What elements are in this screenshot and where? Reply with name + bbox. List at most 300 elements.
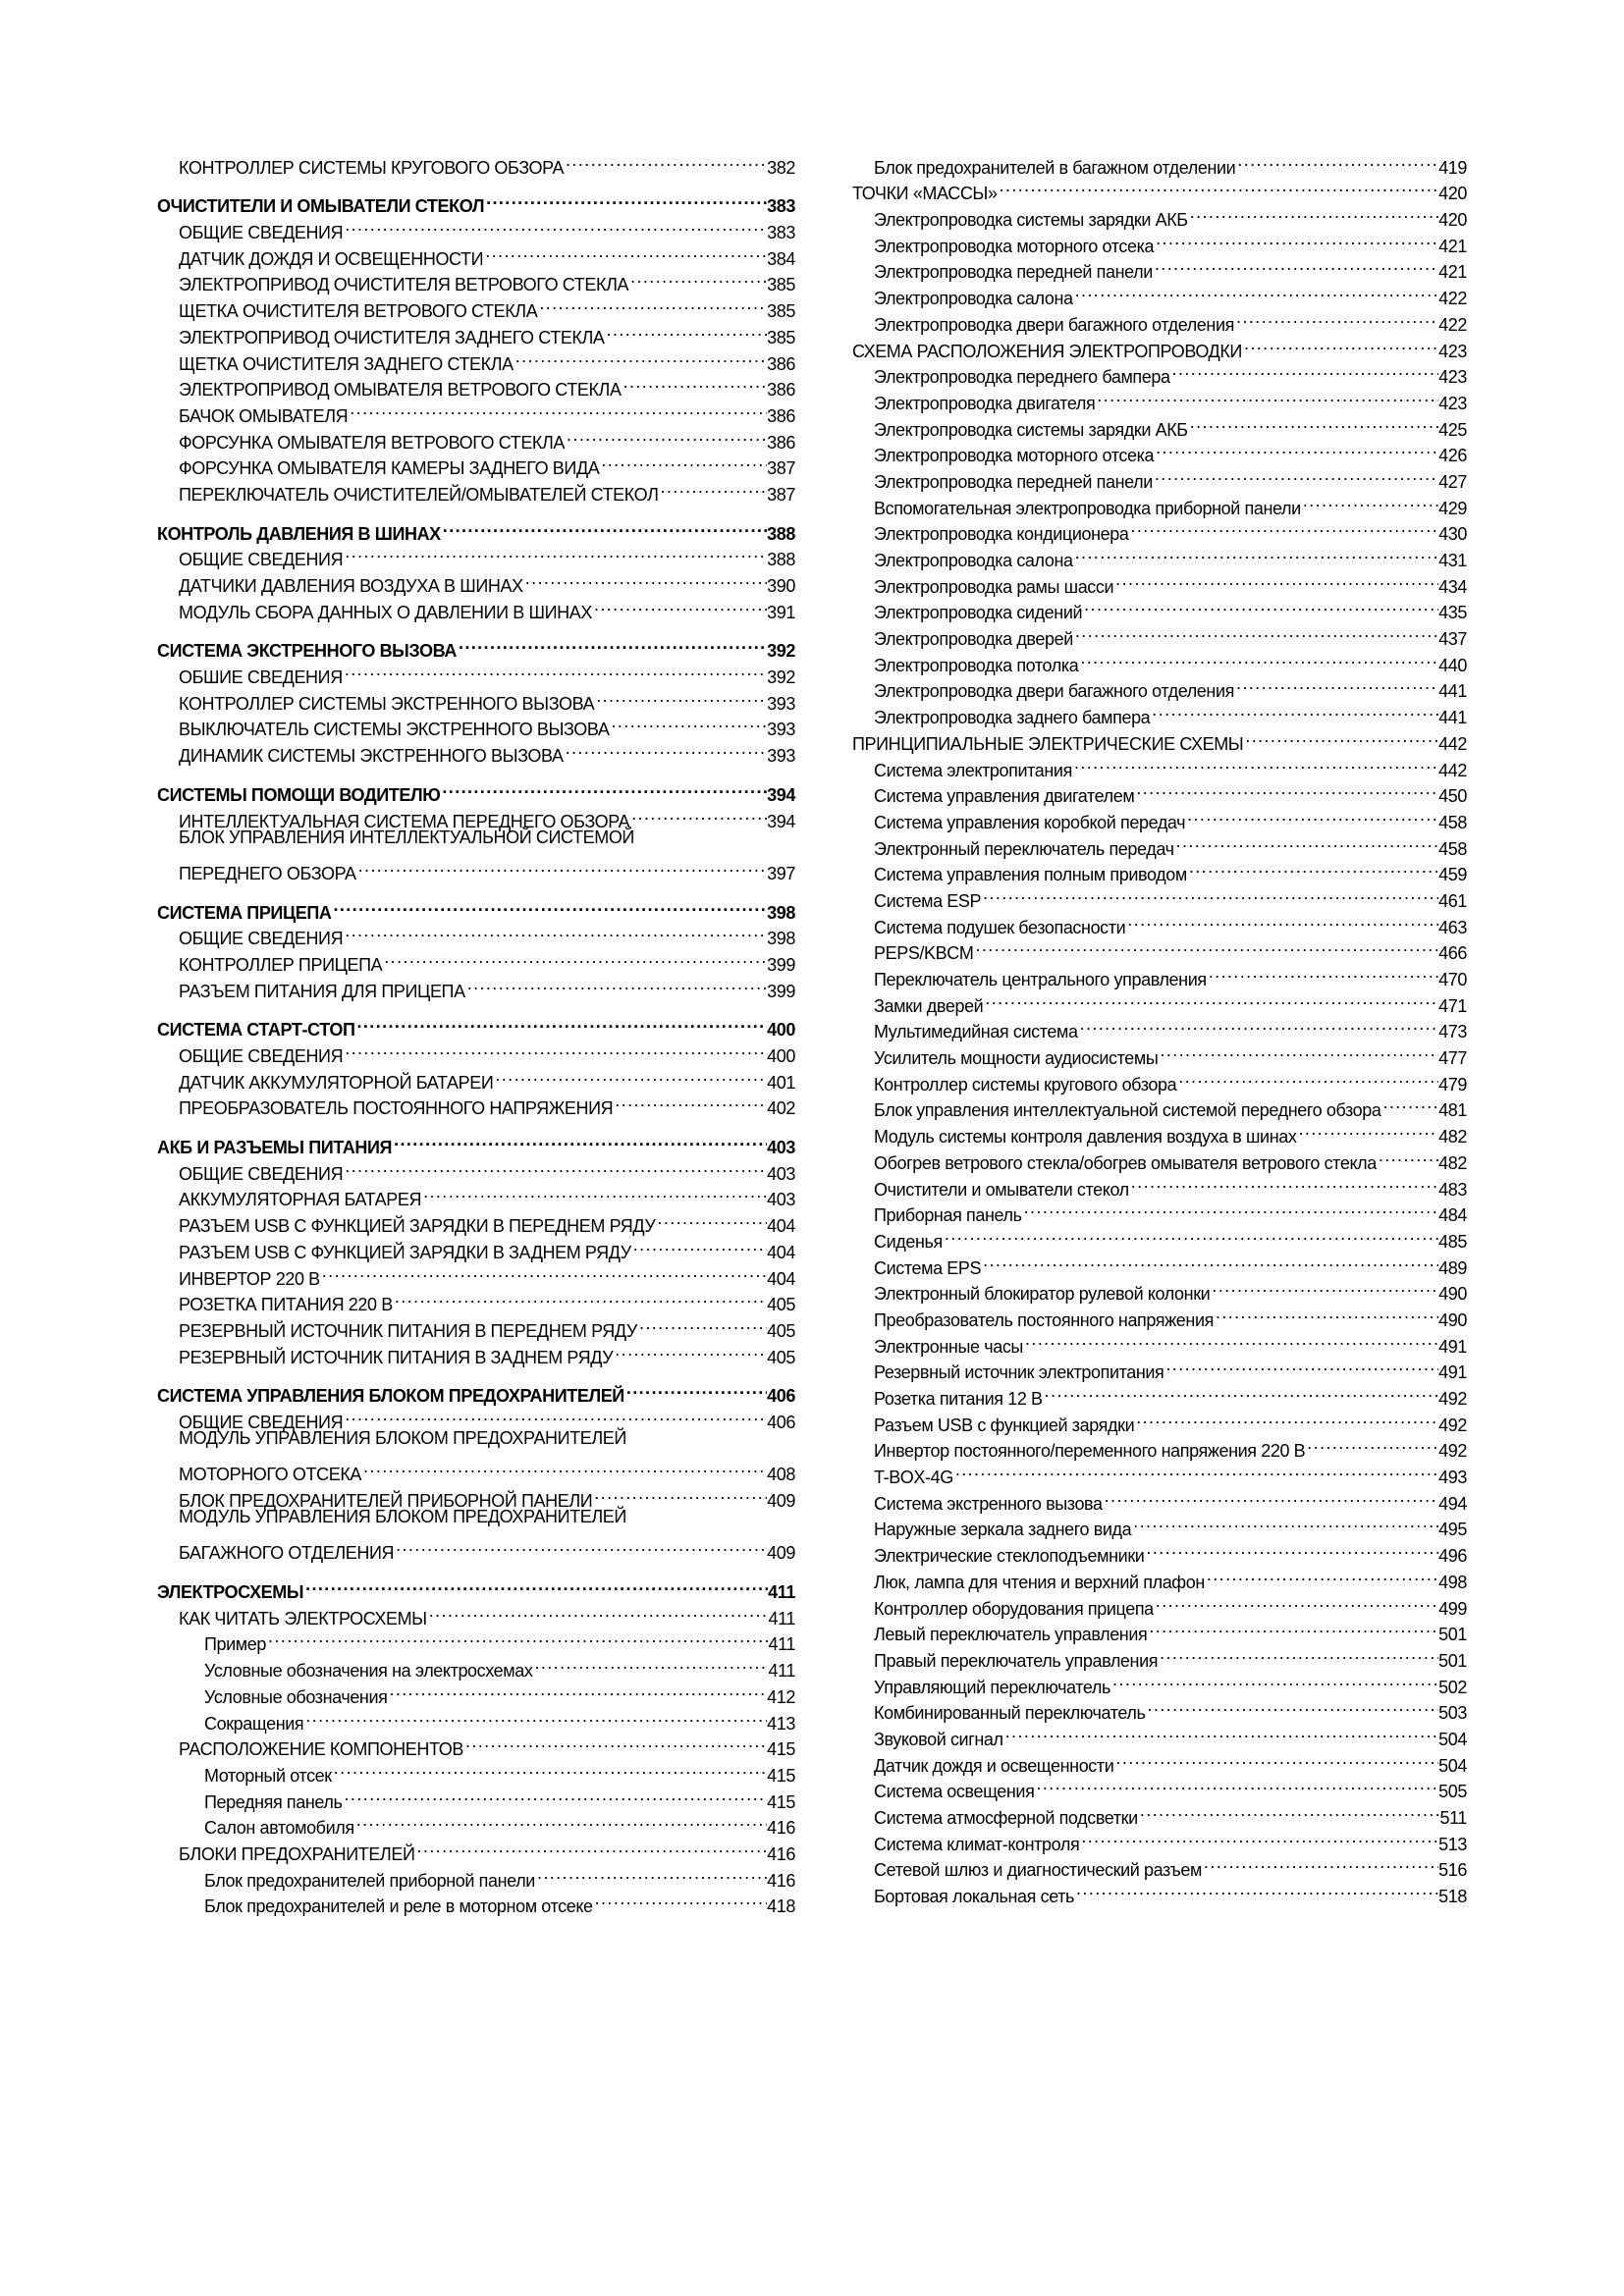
toc-entry-title: Электропроводка сидений [874, 603, 1083, 623]
dot-leader [303, 1703, 767, 1730]
toc-entry-row [852, 1248, 1467, 1278]
toc-entry-row [852, 147, 1467, 178]
toc-entry-title: Приборная панель [874, 1205, 1022, 1226]
toc-page-number: 505 [1438, 1782, 1467, 1802]
dot-leader [343, 212, 767, 239]
toc-page-number: 416 [767, 1818, 795, 1839]
toc-entry-title: Датчик дождя и освещенности [874, 1755, 1114, 1776]
toc-entry-title: Вспомогательная электропроводка приборной панели [874, 498, 1301, 518]
dot-leader [1103, 1483, 1439, 1510]
dot-leader [343, 657, 767, 683]
toc-entry-title: Разъем USB с функцией зарядки [874, 1415, 1135, 1435]
toc-entry-title: БЛОКИ ПРЕДОХРАНИТЕЛЕЙ [179, 1843, 415, 1864]
toc-page-number: 386 [767, 380, 795, 400]
toc-page-number: 386 [767, 432, 795, 453]
toc-entry-title: Бортовая локальная сеть [874, 1887, 1075, 1907]
toc-page-number: 400 [767, 1046, 795, 1066]
toc-page-number: 501 [1438, 1625, 1467, 1645]
toc-page-number: 473 [1438, 1022, 1467, 1042]
toc-page-number: 504 [1438, 1729, 1467, 1749]
dot-leader [514, 344, 767, 370]
toc-page-number: 404 [767, 1242, 795, 1262]
toc-page-number: 399 [767, 954, 795, 975]
toc-entry-title: Условные обозначения [204, 1686, 388, 1707]
toc-page-number: 411 [768, 1608, 795, 1629]
dot-leader [1134, 1405, 1438, 1431]
toc-page-number: 391 [767, 602, 795, 622]
dot-leader [628, 265, 767, 292]
toc-entry-row [157, 1455, 795, 1485]
dot-leader [1185, 802, 1438, 828]
toc-page-number: 387 [767, 458, 795, 479]
toc-page-number: 437 [1438, 629, 1467, 650]
toc-entry-title: Система освещения [874, 1782, 1035, 1802]
dot-leader [1128, 514, 1438, 541]
dot-leader [1095, 383, 1438, 409]
toc-entry-title: Электрические стеклоподъемники [874, 1546, 1145, 1567]
dot-leader [1188, 199, 1438, 226]
toc-section-row [157, 1376, 795, 1407]
dot-leader [1074, 1876, 1438, 1902]
dot-leader [1073, 278, 1439, 304]
toc-entry-row [157, 853, 795, 883]
toc-entry-title: Блок управления интеллектуальной системой переднего обзора [874, 1100, 1381, 1121]
toc-page-number: 400 [767, 1020, 795, 1041]
toc-entry-title: Электропроводка дверей [874, 629, 1073, 650]
toc-page-number: 413 [767, 1713, 795, 1734]
toc-entry-title: АККУМУЛЯТОРНАЯ БАТАРЕЯ [179, 1190, 422, 1210]
toc-entry-title: ЭЛЕКТРОПРИВОД ОЧИСТИТЕЛЯ ВЕТРОВОГО СТЕКЛА [179, 275, 629, 295]
toc-page-number: 442 [1438, 760, 1467, 780]
dot-leader [1187, 855, 1438, 881]
toc-page-number: 411 [768, 1582, 795, 1603]
dot-leader [594, 683, 767, 710]
toc-entry-title: ЭЛЕКТРОСХЕМЫ [157, 1582, 304, 1603]
dot-leader [1380, 1091, 1438, 1117]
dot-leader [655, 1205, 767, 1232]
toc-page-number: 386 [767, 353, 795, 374]
dot-leader [1154, 1588, 1438, 1615]
toc-entry-row [157, 1507, 795, 1533]
toc-entry-title: Замки дверей [874, 995, 984, 1016]
dot-leader [998, 174, 1439, 200]
dot-leader [1153, 461, 1438, 488]
toc-entry-title: PEPS/KBCM [874, 943, 974, 964]
toc-entry-title: БЛОК УПРАВЛЕНИЯ ИНТЕЛЛЕКТУАЛЬНОЙ СИСТЕМОЙ [179, 827, 634, 847]
toc-page-number: 386 [767, 405, 795, 426]
toc-page-number: 485 [1438, 1231, 1467, 1252]
toc-entry-title: ЭЛЕКТРОПРИВОД ОМЫВАТЕЛЯ ВЕТРОВОГО СТЕКЛА [179, 380, 622, 400]
toc-entry-row [157, 1533, 795, 1564]
toc-page-number: 425 [1438, 419, 1467, 440]
dot-leader [613, 1089, 767, 1115]
toc-section-row [157, 892, 795, 923]
dot-leader [1078, 1012, 1439, 1039]
toc-entry-title: Система экстренного вызова [874, 1493, 1103, 1514]
toc-entry-title: ДАТЧИК АККУМУЛЯТОРНОЙ БАТАРЕИ [179, 1072, 494, 1093]
dot-leader [1082, 593, 1438, 619]
toc-entry-title: Модуль системы контроля давления воздуха в шинах [874, 1127, 1297, 1148]
toc-section-row [157, 774, 795, 805]
dot-leader [1214, 1300, 1438, 1326]
dot-leader [1154, 226, 1438, 252]
toc-page-number: 399 [767, 981, 795, 1001]
toc-page-number: 494 [1438, 1493, 1467, 1514]
toc-entry-title: Система EPS [874, 1257, 982, 1278]
toc-entry-title: БАГАЖНОГО ОТДЕЛЕНИЯ [179, 1543, 395, 1564]
toc-page-number: 513 [1438, 1834, 1467, 1854]
toc-entry-title: Электропроводка моторного отсека [874, 446, 1155, 466]
dot-leader [354, 1808, 767, 1835]
toc-entry-title: КОНТРОЛЛЕР ПРИЦЕПА [179, 954, 383, 975]
toc-entry-row [157, 828, 795, 854]
toc-page-number: 411 [768, 1634, 795, 1655]
toc-entry-title: СИСТЕМЫ ПОМОЩИ ВОДИТЕЛЮ [157, 784, 441, 805]
toc-page-number: 397 [767, 863, 795, 883]
toc-entry-title: Сиденья [874, 1231, 943, 1252]
dot-leader [565, 422, 767, 449]
toc-page-number: 498 [1438, 1572, 1467, 1592]
toc-page-number: 398 [767, 902, 795, 923]
dot-leader [1147, 1615, 1438, 1641]
toc-page-number: 491 [1438, 1336, 1467, 1357]
dot-leader [382, 944, 767, 971]
toc-page-number: 387 [767, 484, 795, 505]
toc-page-number: 441 [1438, 681, 1467, 702]
dot-leader [613, 1337, 767, 1363]
dot-leader [1176, 1064, 1438, 1091]
dot-leader [1043, 1378, 1439, 1405]
dot-leader [331, 892, 767, 919]
toc-entry-title: Сокращения [204, 1713, 304, 1734]
dot-leader [1003, 1719, 1439, 1745]
toc-entry-title: РАЗЪЕМ USB С ФУНКЦИЕЙ ЗАРЯДКИ В ЗАДНЕМ РЯДУ [179, 1242, 631, 1262]
toc-entry-title: Система управления полным приводом [874, 865, 1187, 885]
toc-entry-title: Обогрев ветрового стекла/обогрев омывателя ветрового стекла [874, 1152, 1377, 1173]
toc-entry-title: ДИНАМИК СИСТЕМЫ ЭКСТРЕННОГО ВЫЗОВА [179, 746, 564, 767]
toc-entry-title: СИСТЕМА УПРАВЛЕНИЯ БЛОКОМ ПРЕДОХРАНИТЕЛЕЙ [157, 1386, 624, 1407]
toc-entry-title: Передняя панель [204, 1791, 343, 1812]
dot-leader [387, 1677, 767, 1703]
toc-page-number: 459 [1438, 865, 1467, 885]
dot-leader [355, 1010, 768, 1037]
toc-entry-title: СИСТЕМА ЭКСТРЕННОГО ВЫЗОВА [157, 641, 457, 662]
dot-leader [463, 1730, 767, 1756]
toc-entry-title: КОНТРОЛЛЕР СИСТЕМЫ КРУГОВОГО ОБЗОРА [179, 157, 565, 178]
dot-leader [564, 735, 768, 762]
toc-page-number: 406 [767, 1412, 795, 1432]
dot-leader [427, 1598, 769, 1625]
toc-page-number: 423 [1438, 341, 1467, 361]
toc-entry-title: Правый переключатель управления [874, 1650, 1159, 1671]
toc-page-number: 499 [1438, 1598, 1467, 1619]
toc-entry-title: МОДУЛЬ СБОРА ДАННЫХ О ДАВЛЕНИИ В ШИНАХ [179, 602, 592, 622]
toc-entry-title: Электропроводка кондиционера [874, 524, 1129, 545]
toc-entry-title: РЕЗЕРВНЫЙ ИСТОЧНИК ПИТАНИЯ В ПЕРЕДНЕМ РЯДУ [179, 1320, 637, 1341]
toc-entry-title: Усилитель мощности аудиосистемы [874, 1048, 1159, 1069]
toc-page-number: 385 [767, 327, 795, 347]
toc-page-number: 398 [767, 929, 795, 949]
toc-entry-title: СИСТЕМА ПРИЦЕПА [157, 902, 332, 923]
dot-leader [1150, 697, 1438, 723]
toc-entry-title: Моторный отсек [204, 1765, 332, 1786]
dot-leader [1234, 671, 1438, 698]
toc-page-number: 479 [1438, 1074, 1467, 1095]
dot-leader [532, 1650, 768, 1677]
dot-leader [392, 1127, 767, 1153]
dot-leader [564, 147, 767, 174]
dot-leader [303, 1572, 768, 1598]
dot-leader [1188, 409, 1438, 436]
toc-page-number: 388 [767, 523, 795, 544]
toc-page-number: 431 [1438, 551, 1467, 570]
dot-leader [1023, 1326, 1438, 1353]
toc-page-number: 489 [1438, 1257, 1467, 1278]
toc-page-number: 496 [1438, 1546, 1467, 1567]
toc-page-number: 415 [767, 1791, 795, 1812]
dot-leader [1072, 750, 1438, 776]
dot-leader [1022, 1196, 1439, 1222]
toc-entry-title: Переключатель центрального управления [874, 970, 1207, 989]
dot-leader [343, 540, 767, 566]
dot-leader [1174, 828, 1439, 855]
dot-leader [973, 934, 1438, 960]
dot-leader [631, 1232, 767, 1258]
dot-leader [394, 1533, 767, 1560]
toc-left-column [157, 147, 795, 1917]
toc-entry-title: Мультимедийная система [874, 1022, 1078, 1042]
dot-leader [1301, 488, 1438, 514]
toc-page-number: 420 [1438, 184, 1467, 204]
toc-page-number: 415 [767, 1765, 795, 1786]
dot-leader [415, 1834, 768, 1860]
toc-page-number: 384 [767, 248, 795, 269]
toc-entry-title: Электропроводка передней панели [874, 471, 1153, 492]
toc-entry-title: Левый переключатель управления [874, 1625, 1148, 1645]
toc-entry-title: Управляющий переключатель [874, 1677, 1111, 1697]
toc-entry-title: ПЕРЕКЛЮЧАТЕЛЬ ОЧИСТИТЕЛЕЙ/ОМЫВАТЕЛЕЙ СТЕКОЛ [179, 484, 659, 505]
toc-entry-title: АКБ И РАЗЪЕМЫ ПИТАНИЯ [157, 1138, 393, 1158]
toc-entry-title: КОНТРОЛЛЕР СИСТЕМЫ ЭКСТРЕННОГО ВЫЗОВА [179, 693, 595, 714]
toc-page-number: 418 [767, 1896, 795, 1917]
dot-leader [1242, 331, 1438, 357]
dot-leader [1305, 1431, 1438, 1458]
toc-page-number: 511 [1439, 1808, 1467, 1828]
toc-entry-title: Преобразователь постоянного напряжения [874, 1309, 1214, 1330]
toc-page-number: 388 [767, 550, 795, 570]
toc-page-number: 518 [1438, 1887, 1467, 1907]
dot-leader [1296, 1116, 1438, 1143]
dot-leader [361, 1455, 767, 1481]
toc-entry-title: Электропроводка двери багажного отделения [874, 314, 1234, 335]
dot-leader [343, 919, 767, 945]
toc-page-number: 422 [1438, 314, 1467, 335]
dot-leader [943, 1221, 1438, 1248]
toc-entry-title: Условные обозначения на электросхемах [204, 1661, 533, 1682]
toc-entry-title: Система управления двигателем [874, 786, 1135, 807]
toc-page-number: 434 [1438, 576, 1467, 597]
toc-section-row [157, 631, 795, 662]
toc-entry-title: МОДУЛЬ УПРАВЛЕНИЯ БЛОКОМ ПРЕДОХРАНИТЕЛЕЙ [179, 1427, 626, 1448]
toc-page-number: 450 [1438, 786, 1467, 807]
toc-page-number: 421 [1438, 236, 1467, 256]
dot-leader [592, 592, 767, 618]
toc-page-number: 393 [767, 746, 795, 767]
toc-page-number: 477 [1438, 1048, 1467, 1069]
dot-leader [441, 513, 767, 540]
dot-leader [483, 239, 767, 265]
toc-page-number: 416 [767, 1870, 795, 1891]
dot-leader [592, 1480, 767, 1507]
toc-page-number: 484 [1438, 1205, 1467, 1226]
toc-page-number: 516 [1438, 1860, 1467, 1881]
toc-page-number: 385 [767, 275, 795, 295]
toc-page-number: 441 [1438, 708, 1467, 728]
toc-page-number: 493 [1438, 1468, 1467, 1488]
toc-page-number: 442 [1438, 733, 1467, 754]
toc-page-number: 405 [767, 1347, 795, 1367]
toc-page-number: 404 [767, 1216, 795, 1237]
toc-page-number: 403 [767, 1190, 795, 1210]
toc-page-number: 427 [1438, 471, 1467, 492]
toc-page-number: 471 [1438, 995, 1467, 1016]
toc-entry-title: Блок предохранителей и реле в моторном отсеке [204, 1896, 593, 1917]
toc-page-number: 482 [1438, 1152, 1467, 1173]
dot-leader [493, 1062, 767, 1089]
toc-entry-title: ИНВЕРТОР 220 В [179, 1268, 320, 1289]
toc-entry-row [852, 1221, 1467, 1252]
toc-entry-title: Электропроводка заднего бампера [874, 708, 1151, 728]
toc-page-number: 481 [1438, 1100, 1467, 1121]
toc-entry-title: Электропроводка рамы шасси [874, 576, 1114, 597]
dot-leader [983, 986, 1438, 1012]
toc-entry-title: Система климат-контроля [874, 1834, 1080, 1854]
dot-leader [1170, 357, 1439, 384]
toc-page-number: 423 [1438, 393, 1467, 413]
dot-leader [1164, 1353, 1438, 1379]
toc-page-number: 492 [1438, 1441, 1467, 1462]
toc-entry-title: РАСПОЛОЖЕНИЕ КОМПОНЕНТОВ [179, 1739, 463, 1760]
toc-entry-title: ОБШИЕ СВЕДЕНИЯ [179, 667, 343, 688]
toc-entry-title: Электропроводка потолка [874, 655, 1079, 675]
toc-page-number: 412 [767, 1686, 795, 1707]
toc-entry-title: Электропроводка системы зарядки АКБ [874, 210, 1188, 231]
toc-page-number: 503 [1438, 1703, 1467, 1724]
toc-section-row [157, 1572, 795, 1603]
dot-leader [537, 291, 767, 317]
toc-page-number: 405 [767, 1320, 795, 1341]
toc-entry-title: Электропроводка моторного отсека [874, 236, 1155, 256]
toc-entry-title: Инвертор постоянного/переменного напряжения 220 В [874, 1441, 1306, 1462]
toc-page-number: 422 [1438, 289, 1467, 309]
toc-page-number: 482 [1438, 1127, 1467, 1148]
dot-leader [1210, 1274, 1438, 1301]
dot-leader [624, 1376, 767, 1403]
toc-page-number: 495 [1438, 1520, 1467, 1540]
toc-entry-title: ВЫКЛЮЧАТЕЛЬ СИСТЕМЫ ЭКСТРЕННОГО ВЫЗОВА [179, 720, 610, 740]
dot-leader [343, 1402, 767, 1428]
toc-entry-title: ОБЩИЕ СВЕДЕНИЯ [179, 1163, 344, 1184]
dot-leader [981, 1248, 1438, 1274]
dot-leader [440, 774, 767, 801]
toc-entry-title: ДАТЧИК ДОЖДЯ И ОСВЕЩЕННОСТИ [179, 248, 484, 269]
dot-leader [1134, 776, 1438, 803]
toc-page-number: 405 [767, 1295, 795, 1315]
dot-leader [1073, 618, 1438, 645]
dot-leader [1207, 959, 1438, 986]
dot-leader [593, 1887, 768, 1913]
toc-page-number: 463 [1438, 917, 1467, 937]
dot-leader [393, 1285, 767, 1311]
toc-entry-title: ПРИНЦИПИАЛЬНЫЕ ЭЛЕКТРИЧЕСКИЕ СХЕМЫ [852, 733, 1244, 754]
toc-entry-title: ФОРСУНКА ОМЫВАТЕЛЯ КАМЕРЫ ЗАДНЕГО ВИДА [179, 458, 600, 479]
dot-leader [1073, 540, 1439, 566]
dot-leader [523, 565, 767, 592]
toc-entry-title: ОЧИСТИТЕЛИ И ОМЫВАТЕЛИ СТЕКОЛ [157, 196, 485, 217]
toc-entry-title: ПРЕОБРАЗОВАТЕЛЬ ПОСТОЯННОГО НАПРЯЖЕНИЯ [179, 1098, 614, 1119]
toc-entry-row [157, 1428, 795, 1455]
dot-leader [1131, 1510, 1438, 1536]
toc-page-number: 420 [1438, 210, 1467, 231]
toc-entry-title: Блок предохранителей приборной панели [204, 1870, 535, 1891]
toc-page-number: 408 [767, 1465, 795, 1485]
dot-leader [457, 631, 767, 658]
toc-page-number: 416 [767, 1843, 795, 1864]
toc-entry-title: ОБЩИЕ СВЕДЕНИЯ [179, 929, 344, 949]
dot-leader [343, 1782, 768, 1808]
toc-entry-title: Система атмосферной подсветки [874, 1808, 1138, 1828]
toc-entry-title: Электронный блокиратор рулевой колонки [874, 1284, 1211, 1305]
toc-page-number: 458 [1438, 838, 1467, 859]
toc-entry-title: РАЗЪЕМ USB С ФУНКЦИЕЙ ЗАРЯДКИ В ПЕРЕДНЕМ РЯДУ [179, 1216, 656, 1237]
toc-entry-title: Электронные часы [874, 1336, 1023, 1357]
toc-page-number: 470 [1438, 970, 1467, 989]
toc-page-number: 421 [1438, 262, 1467, 283]
dot-leader [599, 449, 767, 475]
dot-leader [1202, 1850, 1438, 1877]
toc-entry-title: Электропроводка системы зарядки АКБ [874, 419, 1188, 440]
dot-leader [1146, 1693, 1439, 1720]
toc-entry-title: Наружные зеркала заднего вида [874, 1520, 1132, 1540]
dot-leader [1113, 566, 1438, 593]
toc-entry-title: Очистители и омыватели стекол [874, 1179, 1129, 1200]
toc-entry-title: ОБЩИЕ СВЕДЕНИЯ [179, 1412, 344, 1432]
toc-page-number: 390 [767, 576, 795, 596]
dot-leader [953, 1457, 1438, 1483]
toc-entry-title: Звуковой сигнал [874, 1729, 1003, 1749]
toc-page-number: 383 [767, 196, 795, 217]
toc-page-number: 502 [1438, 1677, 1467, 1697]
dot-leader [1113, 1745, 1438, 1772]
toc-page-number: 406 [767, 1386, 795, 1407]
toc-entry-title: Резервный источник электропитания [874, 1362, 1164, 1383]
toc-page-number: 385 [767, 301, 795, 322]
toc-page-number: 401 [767, 1072, 795, 1093]
dot-leader [1158, 1640, 1438, 1667]
dot-leader [1205, 1562, 1438, 1588]
toc-entry-title: Блок предохранителей в багажном отделении [874, 157, 1236, 178]
toc-entry-title: Пример [204, 1634, 266, 1655]
toc-entry-title: Электронный переключатель передач [874, 838, 1174, 859]
dot-leader [1129, 1169, 1438, 1196]
toc-section-row [157, 1127, 795, 1158]
dot-leader [535, 1860, 767, 1887]
dot-leader [465, 971, 767, 997]
dot-leader [1125, 907, 1438, 934]
toc-page-number: 501 [1438, 1650, 1467, 1671]
toc-entry-title: ПЕРЕДНЕГО ОБЗОРА [179, 863, 356, 883]
toc-entry-title: ОБЩИЕ СВЕДЕНИЯ [179, 1046, 344, 1066]
